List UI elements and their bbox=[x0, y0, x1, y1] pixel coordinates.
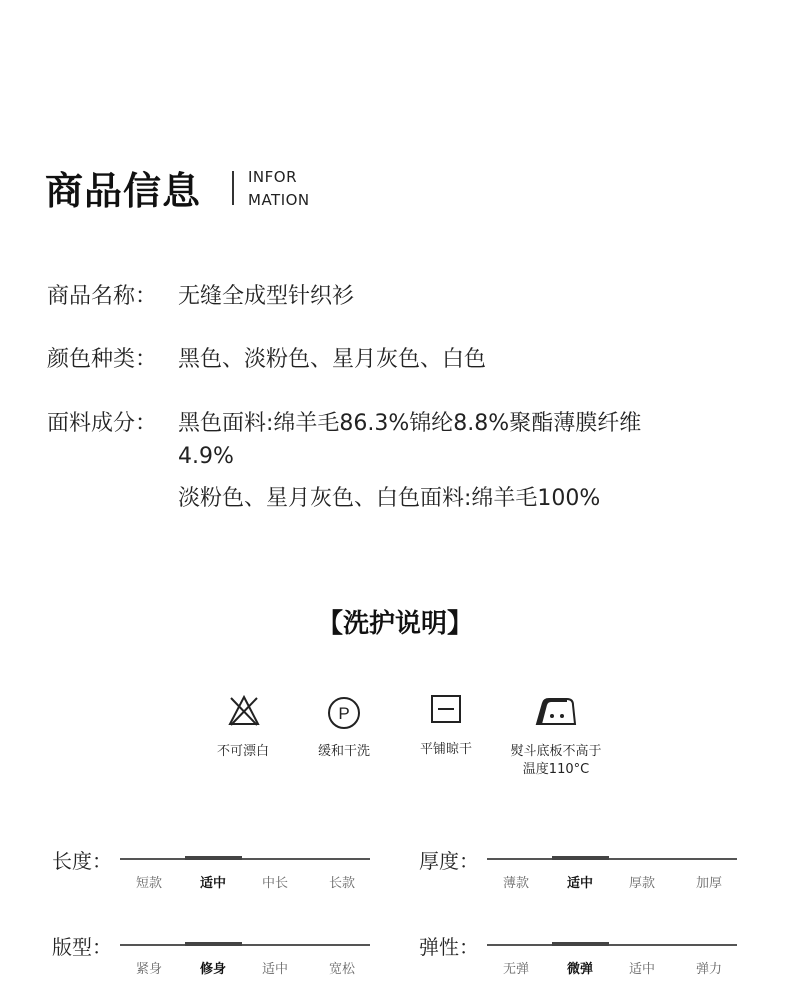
elasticity-option: 微弹 bbox=[566, 962, 594, 977]
length-label: 长度： bbox=[52, 849, 112, 873]
elasticity-label: 弹性： bbox=[419, 935, 479, 959]
thickness-option: 加厚 bbox=[695, 876, 723, 891]
fit-label: 版型： bbox=[52, 935, 112, 959]
section-subtitle-line1: INFOR bbox=[248, 168, 298, 186]
title-divider bbox=[232, 171, 234, 205]
fit-scale-line bbox=[120, 944, 370, 946]
thickness-option: 厚款 bbox=[628, 876, 656, 891]
fabric-value-line1: 黑色面料:绵羊毛86.3%锦纶8.8%聚酯薄膜纤维 bbox=[178, 411, 642, 436]
fit-option: 修身 bbox=[199, 962, 227, 977]
dry-clean-p-icon bbox=[327, 696, 361, 730]
care-label-iron-1: 熨斗底板不高于 bbox=[510, 744, 602, 759]
care-label-dry-flat: 平铺晾干 bbox=[419, 742, 472, 757]
thickness-selected-marker bbox=[552, 856, 609, 860]
fit-option: 适中 bbox=[261, 962, 289, 977]
length-option: 中长 bbox=[261, 876, 289, 891]
length-option: 适中 bbox=[199, 876, 227, 891]
color-value: 黑色、淡粉色、星月灰色、白色 bbox=[178, 347, 487, 372]
fabric-value-line2: 4.9% bbox=[178, 444, 234, 469]
length-selected-marker bbox=[185, 856, 242, 860]
length-option: 短款 bbox=[135, 876, 163, 891]
iron-medium-icon bbox=[533, 694, 579, 728]
product-name-label: 商品名称： bbox=[47, 284, 158, 309]
fit-option: 宽松 bbox=[328, 962, 356, 977]
elasticity-selected-marker bbox=[552, 942, 609, 946]
product-name-value: 无缝全成型针织衫 bbox=[178, 284, 355, 309]
dry-flat-icon bbox=[430, 694, 464, 724]
thickness-label: 厚度： bbox=[419, 849, 479, 873]
elasticity-scale-line bbox=[487, 944, 737, 946]
length-option: 长款 bbox=[328, 876, 356, 891]
fit-selected-marker bbox=[185, 942, 242, 946]
thickness-scale-line bbox=[487, 858, 737, 860]
care-title: 【洗护说明】 bbox=[316, 609, 473, 639]
thickness-option: 薄款 bbox=[502, 876, 530, 891]
care-label-iron-2: 温度110°C bbox=[522, 762, 590, 777]
section-title: 商品信息 bbox=[45, 169, 202, 213]
fit-option: 紧身 bbox=[135, 962, 163, 977]
care-label-no-bleach: 不可漂白 bbox=[216, 744, 269, 759]
elasticity-option: 适中 bbox=[628, 962, 656, 977]
svg-text:P: P bbox=[338, 704, 350, 723]
fabric-label: 面料成分： bbox=[47, 411, 158, 436]
length-scale-line bbox=[120, 858, 370, 860]
no-bleach-icon bbox=[227, 694, 261, 728]
elasticity-option: 弹力 bbox=[695, 962, 723, 977]
elasticity-option: 无弹 bbox=[502, 962, 530, 977]
color-label: 颜色种类： bbox=[47, 347, 158, 372]
section-subtitle-line2: MATION bbox=[248, 191, 310, 209]
fabric-value-line3: 淡粉色、星月灰色、白色面料:绵羊毛100% bbox=[178, 486, 601, 511]
care-label-dry-clean: 缓和干洗 bbox=[317, 744, 370, 759]
thickness-option: 适中 bbox=[566, 876, 594, 891]
